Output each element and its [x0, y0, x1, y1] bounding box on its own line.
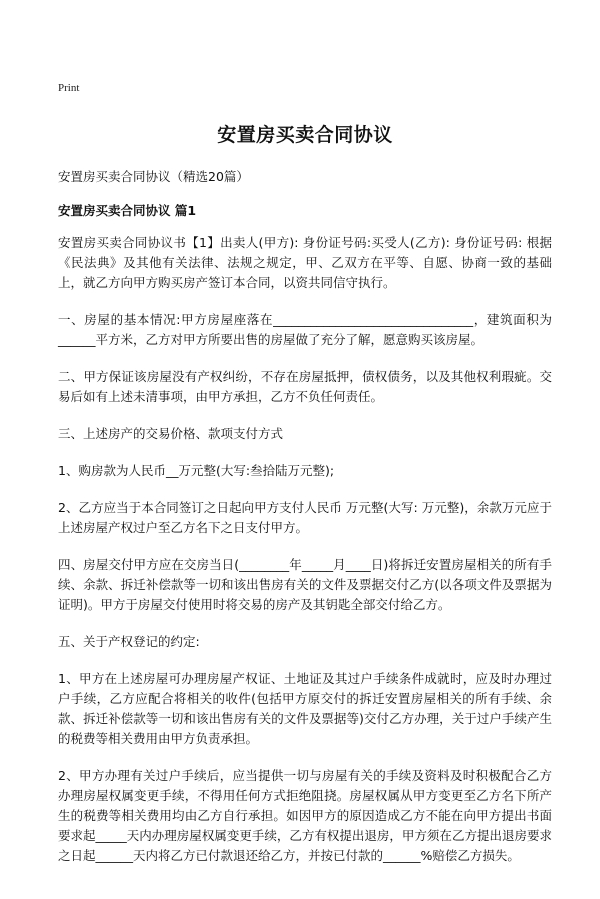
- document-title: 安置房买卖合同协议: [217, 124, 393, 146]
- paragraph-clause-3-item-1: 1、购房款为人民币__万元整(大写:叁拾陆万元整);: [58, 463, 335, 478]
- paragraph-clause-2-warranty: 二、甲方保证该房屋没有产权纠纷，不存在房屋抵押，债权债务，以及其他权利瑕疵。交易后如有上述未清事项，由甲方承担，乙方不负任何责任。: [58, 369, 552, 404]
- section-title: 安置房买卖合同协议 篇1: [58, 203, 197, 218]
- document-subtitle: 安置房买卖合同协议（精选20篇）: [58, 169, 249, 184]
- paragraph-clause-1-house-info: 一、房屋的基本情况:甲方房屋座落在________________________________，建筑面积为______平方米，乙方对甲方所要出售的房屋做了充分了解，愿意购买该房屋。: [58, 312, 552, 347]
- paragraph-clause-5-item-2: 2、甲方办理有关过户手续后，应当提供一切与房屋有关的手续及资料及时积极配合乙方办理房屋权属变更手续，不得用任何方式拒绝阻挠。房屋权属从甲方变更至乙方名下所产生的税费等相关费用均由乙方自行承担。如因甲方的原因造成乙方不能在向甲方提出书面要求起_____天内办理房屋权属变更手续，乙方有权提出退房，甲方须在乙方提出退房要求之日起______天内将乙方已付款退还给乙方，并按已付款的______%赔偿乙方损失。: [58, 768, 552, 863]
- print-label: Print: [58, 82, 80, 94]
- paragraph-preamble: 安置房买卖合同协议书【1】出卖人(甲方): 身份证号码:买受人(乙方): 身份证号码: 根据《民法典》及其他有关法律、法规之规定，甲、乙双方在平等、自愿、协商一致的基础上，就乙方向甲方购买房产签订本合同，以资共同信守执行。: [58, 235, 552, 290]
- paragraph-clause-4-delivery: 四、房屋交付甲方应在交房当日(________年_____月____日)将拆迁安置房屋相关的所有手续、余款、拆迁补偿款等一切和该出售房有关的文件及票据交付乙方(以各项文件及票据为证明)。甲方于房屋交付使用时将交易的房产及其钥匙全部交付给乙方。: [58, 557, 552, 612]
- paragraph-clause-3-heading: 三、上述房产的交易价格、款项支付方式: [58, 426, 284, 441]
- paragraph-clause-5-item-1: 1、甲方在上述房屋可办理房屋产权证、土地证及其过户手续条件成就时，应及时办理过户手续，乙方应配合将相关的收件(包括甲方原交付的拆迁安置房屋相关的所有手续、余款、拆迁补偿款等一切和该出售房有关的文件及票据等)交付乙方办理，关于过户手续产生的税费等相关费用由甲方负责承担。: [58, 671, 552, 746]
- paragraph-clause-3-item-2: 2、乙方应当于本合同签订之日起向甲方支付人民币 万元整(大写: 万元整)，余款万元应于上述房屋产权过户至乙方名下之日支付甲方。: [58, 500, 552, 535]
- paragraph-clause-5-heading: 五、关于产权登记的约定:: [58, 634, 200, 649]
